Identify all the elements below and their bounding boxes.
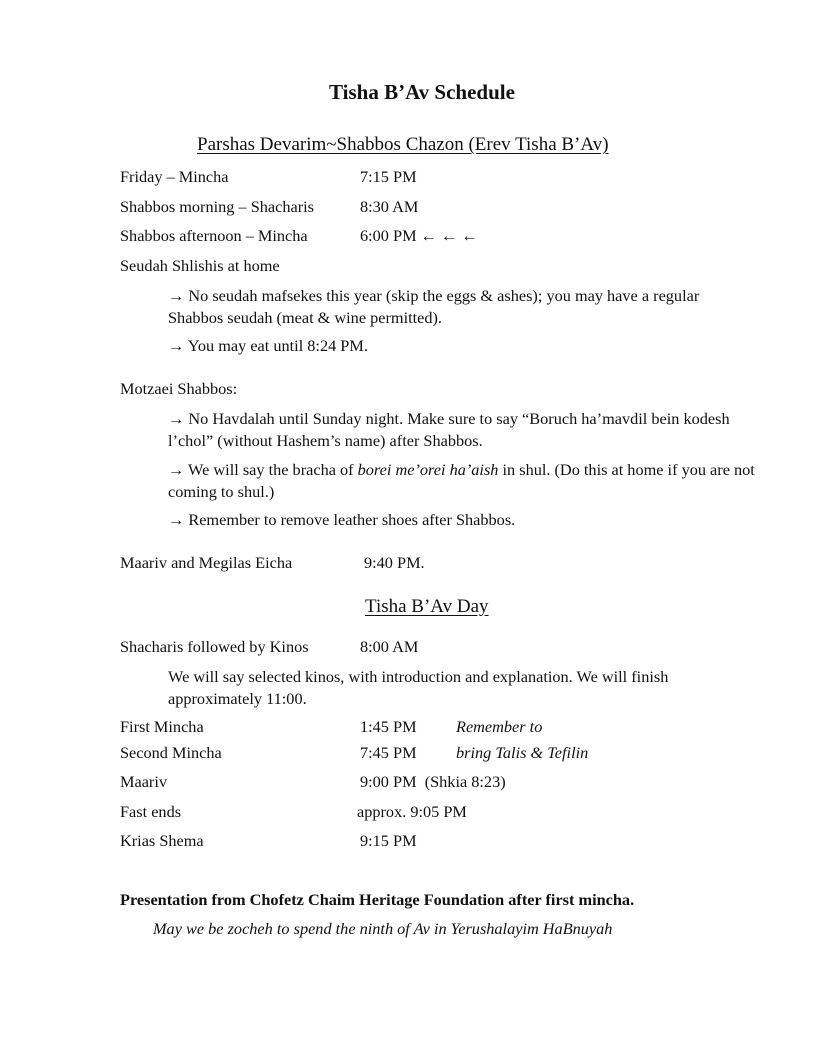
row-time: 6:00 PM ← ← ← [360,226,478,245]
row-note: Remember to [456,717,543,736]
bracha-name: borei me’orei ha’aish [357,460,499,479]
seudah-label: Seudah Shlishis at home [120,256,280,275]
motzaei-note [168,459,758,503]
row-label: Maariv [120,772,168,791]
seudah-note: → You may eat until 8:24 PM. [168,336,368,355]
row-label: Shabbos afternoon – Mincha [120,226,308,245]
row-time: 1:45 PM [360,717,417,736]
row-time: 7:45 PM [360,743,417,762]
shacharis-label: Shacharis followed by Kinos [120,637,309,656]
motzaei-label: Motzaei Shabbos: [120,379,238,398]
note-text: in shul. (Do this at home if you are not coming to shul.) [168,460,755,501]
note-text: → We will say the bracha of [168,460,358,479]
kinos-note: We will say selected kinos, with introduction and explanation. We will finish approximately 11:00. [168,667,669,708]
motzaei-note: → Remember to remove leather shoes after Shabbos. [168,510,516,529]
maariv-time: 9:40 PM. [364,553,425,572]
presentation-note: Presentation from Chofetz Chaim Heritage Foundation after first mincha. [120,890,635,909]
section-heading-shabbos: Parshas Devarim~Shabbos Chazon (Erev Tisha B’Av) [197,134,609,155]
maariv-label: Maariv and Megilas Eicha [120,553,293,572]
seudah-note: → No seudah mafsekes this year (skip the eggs & ashes); you may have a regular Shabbos seudah (meat & wine permitted). [168,286,700,327]
closing-blessing: May we be zocheh to spend the ninth of Av in Yerushalayim HaBnuyah [153,919,613,938]
motzaei-note: → No Havdalah until Sunday night. Make sure to say “Boruch ha’mavdil bein kodesh l’chol” (without Hashem’s name) after Shabbos. [168,409,730,450]
row-time: 9:15 PM [360,831,417,850]
row-note: bring Talis & Tefilin [456,743,589,762]
section-heading-tisha-bav-day: Tisha B’Av Day [365,596,489,617]
shacharis-time: 8:00 AM [360,637,419,656]
row-label: Krias Shema [120,831,204,850]
page-title: Tisha B’Av Schedule [329,80,515,104]
row-time: 8:30 AM [360,197,419,216]
row-label: Shabbos morning – Shacharis [120,197,314,216]
row-time: 9:00 PM (Shkia 8:23) [360,772,506,791]
row-time: approx. 9:05 PM [357,802,467,821]
row-label: Friday – Mincha [120,167,229,186]
row-label: Second Mincha [120,743,222,762]
row-label: Fast ends [120,802,182,821]
row-time: 7:15 PM [360,167,417,186]
row-label: First Mincha [120,717,204,736]
